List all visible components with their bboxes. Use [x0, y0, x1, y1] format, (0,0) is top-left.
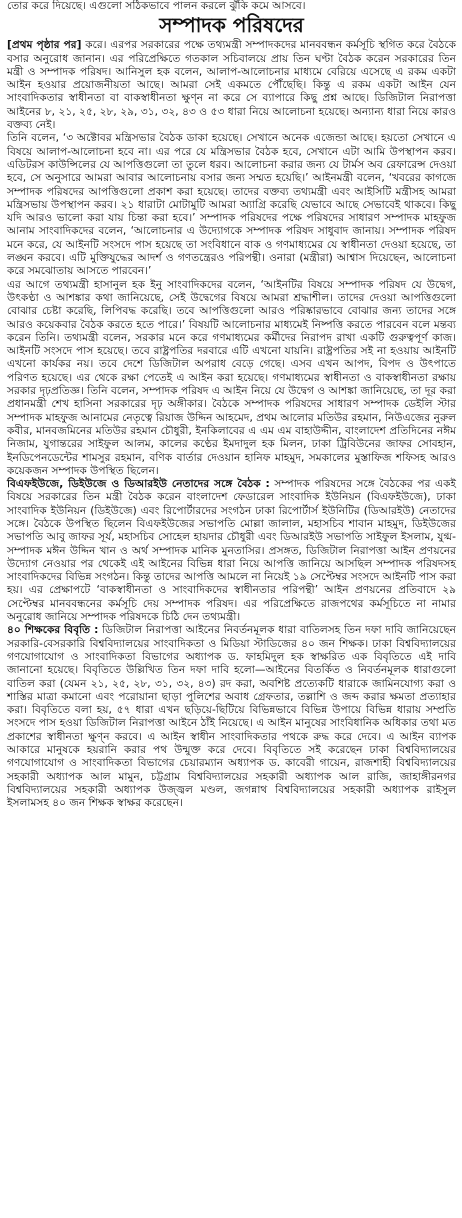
paragraph-teachers-statement	[7, 624, 456, 810]
paragraph-lead: [প্রথম পৃষ্ঠার পর]	[7, 39, 82, 52]
paragraph-text: করে। এরপর সরকারের পক্ষে তথ্যমন্ত্রী সম্পাদকদের মানববন্ধন কর্মসূচি স্থগিত করে বৈঠকে বসার অনুরোধ জানান। এর পরিপ্রেক্ষিতে গতকাল সচিবালয়ে প্রায় তিন ঘণ্টা বৈঠক করেন সরকারের তিন মন্ত্রী ও সম্পাদক পরিষদ। আনিসুল হক বলেন, আলাপ-আলোচনার মাধ্যমে বেরিয়ে এসেছে এ রকম একটা আইন হওয়ার প্রয়োজনীয়তা আছে। আমরা সেই একমতে পৌঁছেছি। কিন্তু এ রকম একটা আইন যেন সাংবাদিকতার স্বাধীনতা বা বাকস্বাধীনতা ক্ষুণ্ন না করে সে ব্যাপারে কিছু প্রশ্ন আছে। ডিজিটাল নিরাপত্তা আইনের ৮, ২১, ২৫, ২৮, ২৯, ৩১, ৩২, ৪৩ ও ৫৩ ধারা নিয়ে আলোচনা হয়েছে। অন্যান্য ধারা নিয়ে কারও বক্তব্য নেই।	[7, 39, 456, 132]
paragraph-minister-statement	[7, 132, 456, 278]
paragraph-text: সম্পাদক পরিষদের সঙ্গে বৈঠকের পর একই বিষয়ে সরকারের তিন মন্ত্রী বৈঠক করেন বাংলাদেশ ফেডারেল সাংবাদিক ইউনিয়ন (বিএফইউজে), ঢাকা সাংবাদিক ইউনিয়ন (ডিইউজে) এবং রিপোর্টারদের সংগঠন ঢাকা রিপোর্টার্স ইউনিটির (ডিআরইউ) নেতাদের সঙ্গে। বৈঠকে উপস্থিত ছিলেন বিএফইউজের সভাপতি মোল্লা জালাল, মহাসচিব শাবান মাহমুদ, ডিইউজের সভাপতি আবু জাফর সূর্য, মহাসচিব সোহেল হায়দার চৌধুরী এবং ডিআরইউ সভাপতি সাইফুল ইসলাম, যুগ্ম-সম্পাদক মঈন উদ্দিন খান ও অর্থ সম্পাদক মানিক মুনতাসির। প্রসঙ্গত, ডিজিটাল নিরাপত্তা আইন প্রণয়নের উদ্যোগ নেওয়ার পর থেকেই এই আইনের বিভিন্ন ধারা নিয়ে আপত্তি জানিয়ে আসছিল সম্পাদক পরিষদসহ সাংবাদিকদের বিভিন্ন সংগঠন। কিন্তু তাদের আপত্তি আমলে না নিয়েই ১৯ সেপ্টেম্বর সংসদে আইনটি পাস করা হয়। এর প্রেক্ষাপটে ‘বাকস্বাধীনতা ও সাংবাদিকদের স্বাধীনতার পরিপন্থী’ আইন প্রণয়নের প্রতিবাদে ২৯ সেপ্টেম্বর মানববন্ধনের কর্মসূচি দেয় সম্পাদক পরিষদ। এর পরিপ্রেক্ষিতে রাজপথের কর্মসূচিতে না নামার অনুরোধ জানিয়ে সম্পাদক পরিষদকে চিঠি দেন তথ্যমন্ত্রী।	[7, 478, 456, 624]
paragraph-information-minister	[7, 279, 456, 478]
paragraph-journalist-unions-meeting	[7, 478, 456, 624]
headline: সম্পাদক পরিষদের	[159, 13, 304, 38]
paragraph-text: এর আগে তথ্যমন্ত্রী হাসানুল হক ইনু সাংবাদিকদের বলেন, ‘আইনটির বিষয়ে সম্পাদক পরিষদ যে উদ্বেগ, উৎকণ্ঠা ও আশঙ্কার কথা জানিয়েছে, সেই উদ্বেগের বিষয়ে আমরা শ্রদ্ধাশীল। তাদের দেওয়া আপত্তিগুলো বোঝার চেষ্টা করেছি, লিপিবদ্ধ করেছি। তবে আপত্তিগুলো আরও পরিষ্কারভাবে বোঝার জন্য তাদের সঙ্গে আরও কয়েকবার বৈঠক করতে হতে পারে।’ বিষয়টি আলোচনার মাধ্যমেই নিষ্পত্তি করতে পারবেন বলে মন্তব্য করেন তিনি। তথ্যমন্ত্রী বলেন, সরকার মনে করে গণমাধ্যমের কর্মীদের নিরাপদ রাখা একটি গুরুত্বপূর্ণ কাজ। আইনটি সংসদে পাস হয়েছে। তবে রাষ্ট্রপতির দরবারে এটি এখনো যায়নি। রাষ্ট্রপতির সই না হওয়ায় আইনটি এখনো কার্যকর নয়। তবে দেশে ডিজিটাল অপরাধ বেড়ে গেছে। এসব এখন আপদ, বিপদ ও উৎপাতে পরিণত হয়েছে। এর থেকে রক্ষা পেতেই এ আইন করা হয়েছে। গণমাধ্যমের স্বাধীনতা ও বাকস্বাধীনতা রক্ষায় সরকার দৃঢ়প্রতিজ্ঞ। তিনি বলেন, সম্পাদক পরিষদ এ আইন নিয়ে যে উদ্বেগ ও আশঙ্কা জানিয়েছে, তা দূর করা প্রধানমন্ত্রী শেখ হাসিনা সরকারের দৃঢ় অঙ্গীকার। বৈঠকে সম্পাদক পরিষদের সাধারণ সম্পাদক ডেইলি স্টার সম্পাদক মাহফুজ আনামের নেতৃত্বে রিয়াজ উদ্দিন আহমেদ, প্রথম আলোর মতিউর রহমান, নিউএজের নুরুল কবীর, মানবজমিনের মতিউর রহমান চৌধুরী, ইনকিলাবের এ এম এম বাহাউদ্দীন, বাংলাদেশ প্রতিদিনের নঈম নিজাম, যুগান্তরের সাইফুল আলম, কালের কণ্ঠের ইমদাদুল হক মিলন, ঢাকা ট্রিবিউনের জাফর সোবহান, ইনডিপেনডেন্টের শামসুর রহমান, বণিক বার্তার দেওয়ান হানিফ মাহমুদ, সমকালের মুস্তাফিজ শফিসহ আরও কয়েকজন সম্পাদক উপস্থিত ছিলেন।	[7, 278, 456, 477]
paragraph-text: ডিজিটাল নিরাপত্তা আইনের নিবর্তনমূলক ধারা বাতিলসহ তিন দফা দাবি জানিয়েছেন সরকারি-বেসরকারি বিশ্ববিদ্যালয়ের সাংবাদিকতা ও মিডিয়া স্টাডিজের ৪০ জন শিক্ষক। ঢাকা বিশ্ববিদ্যালয়ের গণযোগাযোগ ও সাংবাদিকতা বিভাগের অধ্যাপক ড. ফাহমিদুল হক স্বাক্ষরিত এক বিবৃতিতে এই দাবি জানানো হয়েছে। বিবৃতিতে উল্লিখিত তিন দফা দাবি হলো—আইনের বিতর্কিত ও নিবর্তনমূলক ধারাগুলো বাতিল করা (যেমন ২১, ২৫, ২৮, ৩১, ৩২, ৪৩) রদ করা, অবশিষ্ট প্রত্যেকটি ধারাকে জামিনযোগ্য করা ও শাস্তির মাত্রা কমানো এবং পরোয়ানা ছাড়া পুলিশের অবাধ গ্রেফতার, তল্লাশি ও জব্দ করার ক্ষমতা প্রত্যাহার করা। বিবৃতিতে বলা হয়, ৫৭ ধারা এখন ছড়িয়ে-ছিটিয়ে বিভিন্নভাবে বিভিন্ন উপায়ে বিভিন্ন ধারায় সম্প্রতি সংসদে পাস হওয়া ডিজিটাল নিরাপত্তা আইনে ঠাঁই নিয়েছে। এ আইন মানুষের সাংবিধানিক অধিকার তথা মত প্রকাশের স্বাধীনতা ক্ষুণ্ন করবে। এ আইন স্বাধীন সাংবাদিকতার পথকে রুদ্ধ করে দেবে। এ আইন ব্যাপক আকারে মানুষকে হয়রানি করার পথ উন্মুক্ত করে দেবে। বিবৃতিতে সই করেছেন ঢাকা বিশ্ববিদ্যালয়ের গণযোগাযোগ ও সাংবাদিকতা বিভাগের চেয়ারম্যান অধ্যাপক ড. কাবেরী গায়েন, রাজশাহী বিশ্ববিদ্যালয়ের সহকারী অধ্যাপক আল মামুন, চট্টগ্রাম বিশ্ববিদ্যালয়ের সহকারী অধ্যাপক আল রাজি, জাহাঙ্গীরনগর বিশ্ববিদ্যালয়ের সহকারী অধ্যাপক উজ্জ্বল মণ্ডল, জগন্নাথ বিশ্ববিদ্যালয়ের সহকারী অধ্যাপক রাইসুল ইসলামসহ ৪০ জন শিক্ষক স্বাক্ষর করেছেন।	[7, 624, 456, 810]
paragraph-subheading: বিএফইউজে, ডিইউজে ও ডিআরইউ নেতাদের সঙ্গে বৈঠক :	[7, 478, 270, 491]
article-body	[7, 39, 456, 810]
paragraph-continuation	[7, 39, 456, 132]
paragraph-text: তিনি বলেন, ‘৩ অক্টোবর মন্ত্রিসভার বৈঠক ডাকা হয়েছে। সেখানে অনেক এজেন্ডা আছে। হয়তো সেখানে এ বিষয়ে আলাপ-আলোচনা হবে না। এর পরে যে মন্ত্রিসভার বৈঠক হবে, সেখানে এটা আমি উপস্থাপন করব। এডিটরস কাউন্সিলের যে আপত্তিগুলো তা তুলে ধরব। আলোচনা করার জন্য যে টার্মস অব রেফারেন্স দেওয়া হবে, সে অনুসারে আমরা আবার আলোচনায় বসার জন্য সম্মত হয়েছি।’ আইনমন্ত্রী বলেন, ‘খবরের কাগজে সম্পাদক পরিষদের আপত্তিগুলো প্রকাশ করা হয়েছে। তাদের বক্তব্য তথ্যমন্ত্রী এবং আইসিটি মন্ত্রীসহ আমরা মন্ত্রিসভায় উপস্থাপন করব। ২১ ধারাটা মোটামুটি আমরা অ্যাগ্রি করেছি যেভাবে আছে সেভাবেই থাকবে। কিছু যদি আরও ভালো করা যায় চিন্তা করা হবে।’ সম্পাদক পরিষদের পক্ষে পরিষদের সাধারণ সম্পাদক মাহফুজ আনাম সাংবাদিকদের বলেন, ‘আলোচনার এ উদ্যোগকে সম্পাদক পরিষদ সাধুবাদ জানায়। সম্পাদক পরিষদ মনে করে, যে আইনটি সংসদে পাস হয়েছে তা সংবিধানে বাক ও গণমাধ্যমের যে স্বাধীনতা দেওয়া হয়েছে, তা লঙ্ঘন করবে। এটি মুক্তিযুদ্ধের আদর্শ ও গণতন্ত্রেরও পরিপন্থী। ওনারা (মন্ত্রীরা) আশ্বাস দিয়েছেন, আলোচনা করে সমঝোতায় আসতে পারবেন।’	[7, 132, 456, 278]
previous-article-tail: তোর করে দিয়েছে। এগুলো সঠিকভাবে পালন করলে ঝুঁকি কমে আসবে।	[7, 0, 306, 12]
paragraph-subheading: ৪০ শিক্ষকের বিবৃতি :	[7, 624, 99, 637]
